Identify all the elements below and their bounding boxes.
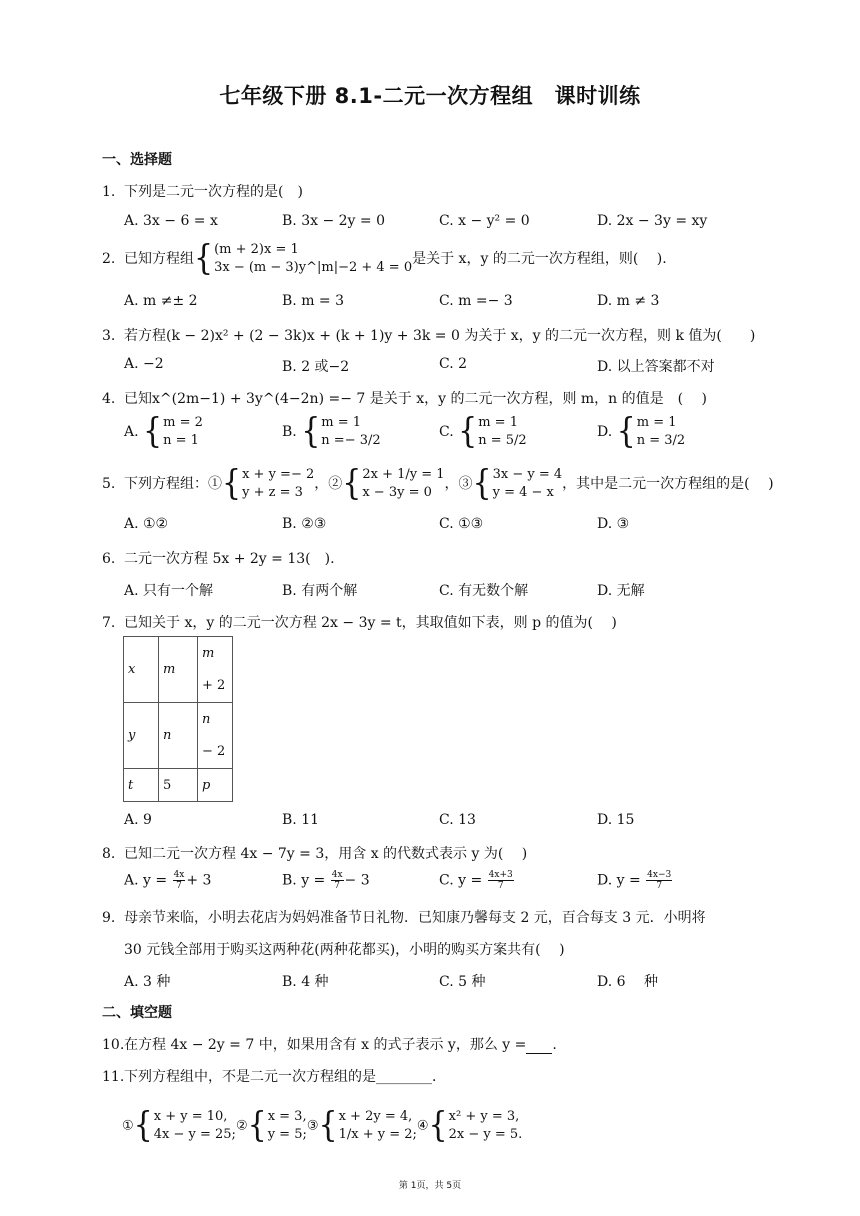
equation-system-2: { 2x + 1/y = 1 x − 3y = 0 [342, 463, 445, 504]
equation-line: m = 2 [163, 415, 203, 430]
option-a[interactable]: A. y = $\frac{4x}{7}$ + 3 [124, 870, 212, 891]
answer-blank[interactable] [526, 1037, 552, 1054]
equation-system-3: { 3x − y = 4 y = 4 − x [472, 463, 563, 504]
option-b[interactable]: B. 有两个解 [282, 583, 358, 599]
option-d[interactable]: D. 2x − 3y = xy [597, 213, 708, 229]
section-fill-heading: 二、填空题 [102, 1005, 172, 1021]
question-number: 5. [102, 476, 116, 492]
question-stem: 已知关于 x，y 的二元一次方程 2x − 3y = t，其取值如下表，则 p 的值为( ) [124, 615, 617, 631]
question-7 [102, 612, 762, 632]
question-2-options [124, 293, 764, 323]
option-d[interactable]: D. y = $\frac{4x-3}{7}$ [597, 870, 672, 891]
question-number: 8. [102, 846, 116, 862]
option-d[interactable]: D. { m = 1 n = 3/2 [597, 411, 686, 452]
equation-system: { (m + 2)x = 1 3x − (m − 3)y^|m|−2 + 4 = 0 [194, 238, 413, 279]
question-stem: 在方程 4x − 2y = 7 中，如果用含有 x 的式子表示 y，那么 y = [124, 1037, 527, 1053]
circled-1: ① [122, 1118, 134, 1134]
question-9-line-2: 30 元钱全部用于购买这两种花(两种花都买)，小明的购买方案共有( ) [124, 942, 565, 958]
option-c[interactable]: C. { m = 1 n = 5/2 [439, 411, 527, 452]
question-stem-pre: 下列方程组： [124, 476, 208, 492]
option-a[interactable]: A. 只有一个解 [124, 583, 214, 599]
option-a[interactable]: A. 9 [124, 812, 152, 828]
section-choice-heading: 一、选择题 [102, 152, 172, 168]
option-c[interactable]: C. 13 [439, 812, 476, 828]
option-d[interactable]: D. 15 [597, 812, 635, 828]
option-d[interactable]: D. m ≠ 3 [597, 293, 660, 309]
question-8-options [124, 870, 764, 900]
question-5-options [124, 516, 764, 546]
circled-3: ③ [458, 476, 473, 492]
question-number: 7. [102, 615, 116, 631]
option-a[interactable]: A. 3x − 6 = x [124, 213, 218, 229]
option-c[interactable]: C. m =− 3 [439, 293, 513, 309]
option-d[interactable]: D. 无解 [597, 583, 645, 599]
option-d[interactable]: D. 以上答案都不对 [597, 359, 715, 375]
value-table [123, 636, 233, 802]
option-b[interactable]: B. y = $\frac{4x}{7}$ − 3 [282, 870, 370, 891]
question-number: 10. [102, 1037, 125, 1053]
option-c[interactable]: C. x − y² = 0 [439, 213, 530, 229]
option-a[interactable]: A. ①② [124, 516, 169, 532]
question-number: 3. [102, 328, 116, 344]
question-stem-post: ，其中是二元一次方程组的是( ) [562, 476, 774, 492]
equation-line: n = 5/2 [478, 433, 527, 448]
question-3 [102, 325, 762, 345]
question-7-options [124, 812, 764, 842]
option-d[interactable]: D. ③ [597, 516, 630, 532]
circled-2: ② [328, 476, 343, 492]
option-d[interactable]: D. 6 种 [597, 974, 658, 990]
question-stem-post: 是关于 x，y 的二元一次方程组，则( ). [412, 251, 667, 267]
question-stem: 若方程(k − 2)x² + (2 − 3k)x + (k + 1)y + 3k = 0 为关于 x，y 的二元一次方程，则 k 值为( ) [124, 328, 756, 344]
table-cell: m + 2 [198, 637, 233, 703]
page-footer: 第 1页，共 5页 [398, 1181, 462, 1191]
equation-line: 3x − (m − 3)y^|m|−2 + 4 = 0 [214, 260, 413, 275]
question-11 [102, 1066, 762, 1086]
question-number: 11. [102, 1069, 125, 1085]
question-stem-line-1: 母亲节来临，小明去花店为妈妈准备节日礼物．已知康乃馨每支 2 元，百合每支 3 元．小明将 [124, 910, 706, 926]
question-6-options [124, 580, 764, 610]
question-6 [102, 548, 762, 568]
table-cell: 5 [159, 769, 198, 802]
equation-system-1: { x + y =− 2 y + z = 3 [222, 463, 315, 504]
table-cell: t [124, 769, 159, 802]
question-number: 2. [102, 251, 116, 267]
option-a[interactable]: A. −2 [124, 356, 164, 372]
question-10: 10.在方程 4x − 2y = 7 中，如果用含有 x 的式子表示 y，那么 y = . [102, 1037, 557, 1053]
option-c[interactable]: C. y = $\frac{4x+3}{7}$ [439, 870, 513, 891]
question-11-systems: ① { x + y = 10, 4x − y = 25; ② { x = 3, y = 5; ③ { x + 2y = 4, 1/x + y = 2; ④ { x² + y = 3, 2x − y = 5. [122, 1105, 523, 1146]
equation-line: n = 3/2 [636, 433, 686, 448]
option-a[interactable]: A. { m = 2 n = 1 [124, 411, 203, 452]
question-stem: 已知x^(2m−1) + 3y^(4−2n) =− 7 是关于 x，y 的二元一次方程，则 m，n 的值是 ( ) [124, 391, 708, 407]
option-c[interactable]: C. 有无数个解 [439, 583, 529, 599]
question-2 [102, 238, 762, 279]
circled-1: ① [208, 476, 222, 492]
equation-line: n = 1 [163, 433, 199, 448]
question-4-options [124, 411, 764, 458]
option-b[interactable]: B. 11 [282, 812, 320, 828]
option-b[interactable]: B. m = 3 [282, 293, 345, 309]
table-cell: x [124, 637, 159, 703]
question-stem: 下列方程组中，不是二元一次方程组的是________． [124, 1069, 446, 1085]
question-4 [102, 388, 762, 408]
question-stem: 已知二元一次方程 4x − 7y = 3，用含 x 的代数式表示 y 为( ) [124, 846, 528, 862]
question-number: 4. [102, 391, 116, 407]
question-8 [102, 843, 762, 863]
circled-4: ④ [416, 1118, 429, 1134]
option-b[interactable]: B. 3x − 2y = 0 [282, 213, 385, 229]
question-number: 1. [102, 184, 116, 200]
option-b[interactable]: B. 2 或−2 [282, 359, 350, 375]
question-9-options [124, 971, 764, 1001]
equation-line: (m + 2)x = 1 [214, 242, 299, 257]
circled-3: ③ [306, 1118, 319, 1134]
circled-2: ② [235, 1118, 248, 1134]
question-9 [102, 907, 762, 927]
option-c[interactable]: C. ①③ [439, 516, 484, 532]
question-number: 6. [102, 551, 116, 567]
question-1-options [124, 213, 764, 243]
equation-line: m = 1 [321, 415, 362, 430]
option-b[interactable]: B. ②③ [282, 516, 327, 532]
table-cell: y [124, 703, 159, 769]
option-b[interactable]: B. 4 种 [282, 974, 329, 990]
question-stem: 下列是二元一次方程的是( ) [124, 184, 303, 200]
question-stem-pre: 已知方程组 [124, 251, 194, 267]
option-c[interactable]: C. 2 [439, 356, 468, 372]
option-b[interactable]: B. { m = 1 n =− 3/2 [282, 411, 381, 452]
table-cell: p [198, 769, 233, 802]
option-a[interactable]: A. 3 种 [124, 974, 171, 990]
equation-line: m = 1 [636, 415, 677, 430]
question-number: 9. [102, 910, 116, 926]
table-cell: m [159, 637, 198, 703]
option-a[interactable]: A. m ≠± 2 [124, 293, 198, 309]
question-1 [102, 181, 762, 201]
page-title: 七年级下册 8.1-二元一次方程组 课时训练 [219, 84, 641, 108]
equation-line: m = 1 [478, 415, 518, 430]
table-cell: n − 2 [198, 703, 233, 769]
question-stem: 二元一次方程 5x + 2y = 13( ). [124, 551, 335, 567]
option-c[interactable]: C. 5 种 [439, 974, 486, 990]
equation-line: n =− 3/2 [321, 433, 381, 448]
question-3-options [124, 356, 764, 386]
question-5: 5. 下列方程组：① { x + y =− 2 y + z = 3 ，② { 2x + 1/y = 1 x − 3y = 0 ，③ { 3x − y = 4 y = 4 − x ，其中是二元一次方程组的是( ) [102, 463, 774, 504]
table-cell: n [159, 703, 198, 769]
